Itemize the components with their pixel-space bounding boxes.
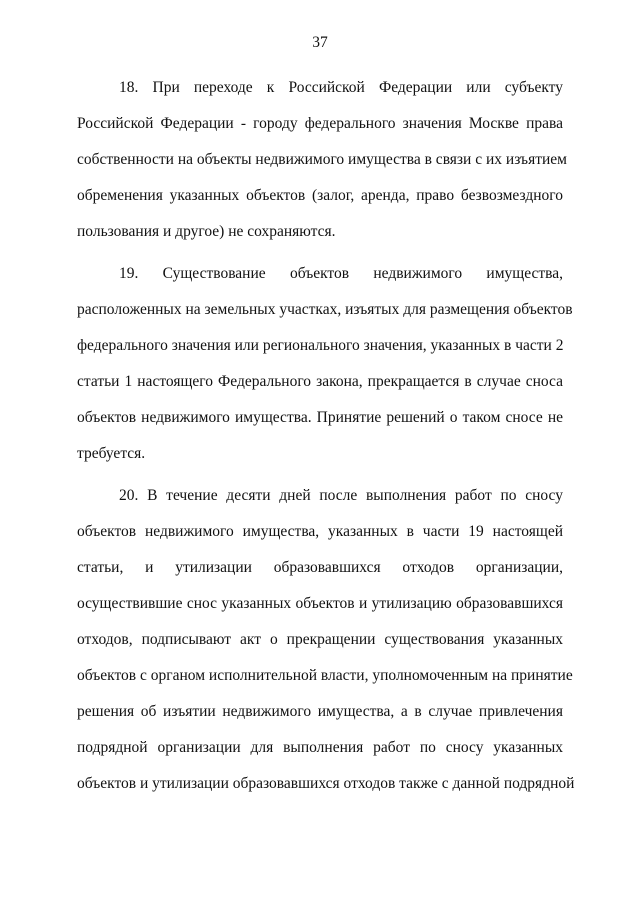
paragraph-line: осуществившие снос указанных объектов и утилизацию образовавшихся	[77, 595, 563, 612]
paragraph-19	[77, 256, 573, 472]
paragraph-line: Российской Федерации - городу федерального значения Москве права	[77, 115, 563, 132]
paragraph-line: объектов недвижимого имущества. Принятие решений о таком сносе не	[77, 409, 563, 426]
paragraph-line: расположенных на земельных участках, изъятых для размещения объектов	[77, 301, 573, 318]
paragraph-line: 19. Существование объектов недвижимого имущества,	[119, 265, 563, 282]
paragraph-line: объектов и утилизации образовавшихся отходов также с данной подрядной	[77, 775, 575, 792]
paragraph-line: требуется.	[77, 445, 146, 462]
paragraph-line: федерального значения или регионального значения, указанных в части 2	[77, 337, 564, 354]
paragraph-line: решения об изъятии недвижимого имущества, а в случае привлечения	[77, 703, 563, 720]
paragraph-line: статьи, и утилизации образовавшихся отходов организации,	[77, 559, 563, 576]
paragraph-line: объектов недвижимого имущества, указанных в части 19 настоящей	[77, 523, 563, 540]
paragraph-line: объектов с органом исполнительной власти, уполномоченным на принятие	[77, 667, 573, 684]
paragraph-line: обременения указанных объектов (залог, аренда, право безвозмездного	[77, 187, 563, 204]
paragraph-line: отходов, подписывают акт о прекращении существования указанных	[77, 631, 563, 648]
page-number: 37	[312, 34, 328, 51]
paragraph-line: собственности на объекты недвижимого имущества в связи с их изъятием	[77, 151, 567, 168]
paragraph-line: подрядной организации для выполнения работ по сносу указанных	[77, 739, 563, 756]
document-body	[77, 70, 575, 808]
paragraph-line: 18. При переходе к Российской Федерации или субъекту	[119, 79, 563, 96]
paragraph-18	[77, 70, 567, 250]
paragraph-line: статьи 1 настоящего Федерального закона, прекращается в случае сноса	[77, 373, 563, 390]
paragraph-line: 20. В течение десяти дней после выполнения работ по сносу	[119, 487, 563, 504]
paragraph-20	[77, 478, 575, 802]
paragraph-line: пользования и другое) не сохраняются.	[77, 223, 336, 240]
